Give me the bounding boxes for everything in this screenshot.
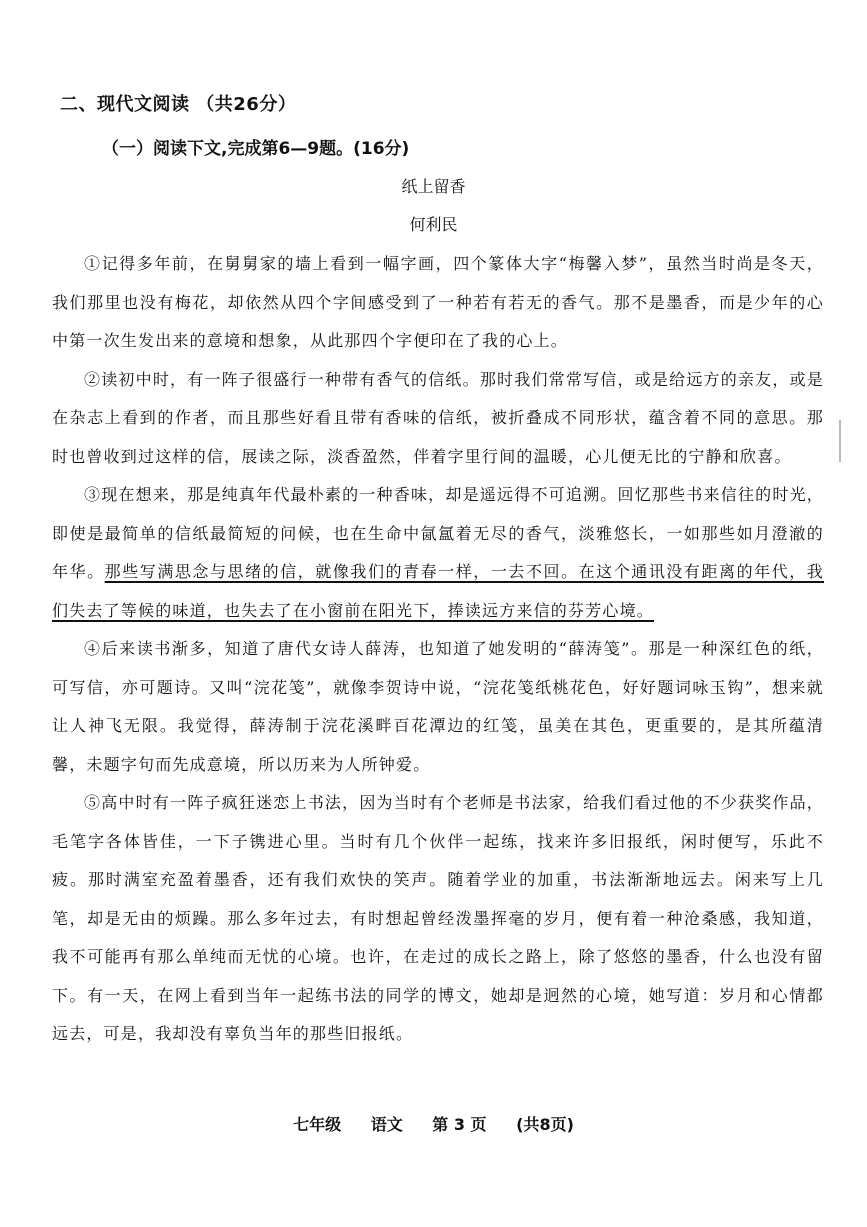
paragraph-3-text: ③现在想来，那是纯真年代最朴素的一种香味，却是遥远得不可追溯。回忆那些书来信往的时光，即使是最简单的信纸最简短的问候，也在生命中氤氲着无尽的香气，淡雅悠长，一如那些如月澄澈的年华。	[52, 485, 824, 581]
underlined-sentence-1: 那些写满思念与思绪的信，就像我们的青春一样，一去不回。	[104, 562, 579, 581]
subsection-title: （一）阅读下文,完成第6—9题。(16分)	[102, 139, 410, 159]
section-title: 二、现代文阅读 （共26分）	[60, 94, 297, 115]
paragraph-4: ④后来读书渐多，知道了唐代女诗人薛涛，也知道了她发明的“薛涛笺”。那是一种深红色的纸，可写信，亦可题诗。又叫“浣花笺”，就像李贺诗中说，“浣花笺纸桃花色，好好题词咏玉钩”，想来就让人神飞无限。我觉得，薛涛制于浣花溪畔百花潭边的红笺，虽美在其色，更重要的，是其所蕴清馨，未题字句而先成意境，所以历来为人所钟爱。	[52, 639, 824, 774]
article-body	[52, 245, 824, 1054]
paragraph-2: ②读初中时，有一阵子很盛行一种带有香气的信纸。那时我们常常写信，或是给远方的亲友，或是在杂志上看到的作者，而且那些好看且带有香味的信纸，被折叠成不同形状，蕴含着不同的意思。那时也曾收到过这样的信，展读之际，淡香盈然，伴着字里行间的温暖，心儿便无比的宁静和欣喜。	[52, 369, 824, 466]
page-footer	[0, 1112, 867, 1135]
underlined-sentence-2: 在这个通讯没有距离的年代，我们失去了等候的味道，也失去了在小窗前在阳光下，捧读远方来信的芬芳心境。	[52, 562, 824, 620]
article-author: 何利民	[409, 215, 458, 234]
footer-subject: 语文	[370, 1115, 403, 1134]
article-title: 纸上留香	[401, 177, 466, 196]
footer-total: (共8页)	[516, 1115, 574, 1134]
paragraph-5: ⑤高中时有一阵子疯狂迷恋上书法，因为当时有个老师是书法家，给我们看过他的不少获奖作品，毛笔字各体皆佳，一下子镌进心里。当时有几个伙伴一起练，找来许多旧报纸，闲时便写，乐此不疲。那时满室充盈着墨香，还有我们欢快的笑声。随着学业的加重，书法渐渐地远去。闲来写上几笔，却是无由的烦躁。那么多年过去，有时想起曾经泼墨挥毫的岁月，便有着一种沧桑感，我知道，我不可能再有那么单纯而无忧的心境。也许，在走过的成长之路上，除了悠悠的墨香，什么也没有留下。有一天，在网上看到当年一起练书法的同学的博文，她却是迥然的心境，她写道：岁月和心情都远去，可是，我却没有辜负当年的那些旧报纸。	[52, 793, 824, 1043]
paragraph-1: ①记得多年前，在舅舅家的墙上看到一幅字画，四个篆体大字“梅馨入梦”，虽然当时尚是冬天，我们那里也没有梅花，却依然从四个字间感受到了一种若有若无的香气。那不是墨香，而是少年的心中第一次生发出来的意境和想象，从此那四个字便印在了我的心上。	[52, 254, 824, 350]
scan-margin-mark	[839, 420, 841, 462]
footer-page: 第 3 页	[432, 1115, 487, 1134]
footer-grade: 七年级	[293, 1115, 342, 1134]
paragraph-3	[52, 476, 824, 630]
